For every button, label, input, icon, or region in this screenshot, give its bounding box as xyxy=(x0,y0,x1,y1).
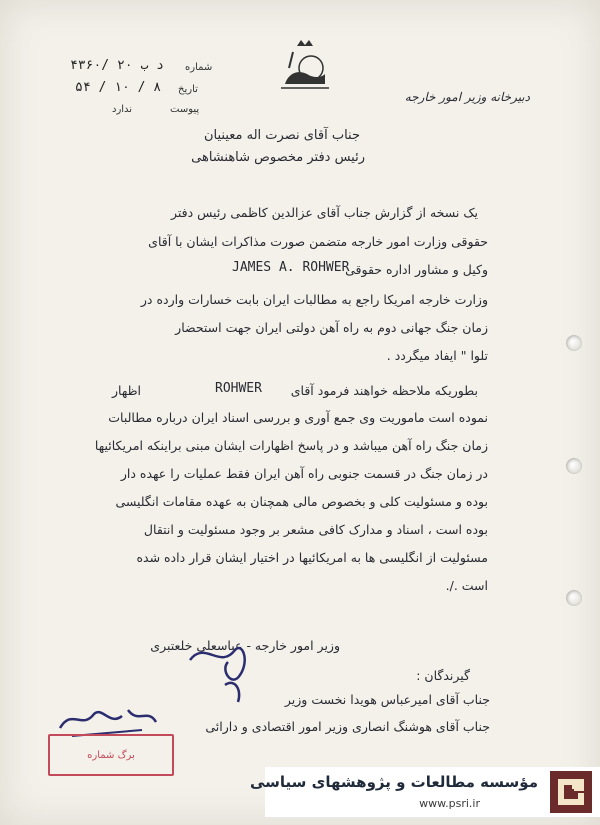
body-line: وکیل و مشاور اداره حقوقی xyxy=(345,262,488,277)
body-line: تلوا " ایفاد میگردد . xyxy=(386,348,488,363)
institution-logo-icon xyxy=(550,771,592,813)
body-line: یک نسخه از گزارش جناب آقای عزالدین کاظمی رئیس دفتر xyxy=(170,205,478,220)
body-line: زمان جنگ جهانی دوم به راه آهن دولتی ایران جهت استحضار xyxy=(175,320,488,335)
office-header: دبیرخانه وزیر امور خارجه xyxy=(404,90,530,104)
addressee-name: جناب آقای نصرت اله معینیان xyxy=(203,128,360,143)
date-value: ۵۴ / ۱۰ / ۸ xyxy=(75,80,162,95)
institution-name: مؤسسه مطالعات و پژوهشهای سیاسی xyxy=(249,773,538,791)
binder-hole xyxy=(566,590,582,606)
handwritten-signature-icon xyxy=(180,630,270,710)
body-line: اظهار xyxy=(112,383,142,398)
name-latin: JAMES A. ROHWER xyxy=(232,260,350,275)
body-line: نموده است ماموریت وی جمع آوری و بررسی اسناد ایران درباره مطالبات xyxy=(108,410,488,425)
registry-stamp xyxy=(48,734,174,776)
body-line: زمان جنگ راه آهن میباشد و در پاسخ اظهارات ایشان مبنی براینکه امریکائیها xyxy=(94,438,488,453)
body-line: است ./. xyxy=(445,578,488,593)
cc-label: گیرندگان : xyxy=(416,668,470,683)
cc-item: جناب آقای هوشنگ انصاری وزیر امور اقتصادی و دارائی xyxy=(205,719,490,734)
body-line: در زمان جنگ در قسمت جنوبی راه آهن ایران فقط عملیات را عهده دار xyxy=(120,466,488,481)
name-short: ROHWER xyxy=(215,381,262,396)
watermark-banner xyxy=(249,767,600,817)
institution-url: www.psri.ir xyxy=(419,797,480,810)
body-line: وزارت خارجه امریکا راجع به مطالبات ایران بابت خسارات وارده در xyxy=(140,292,488,307)
binder-hole xyxy=(566,458,582,474)
signature-text: وزیر امور خارجه - عباسعلی خلعتبری xyxy=(150,638,340,653)
binder-hole xyxy=(566,335,582,351)
attachment-value: ندارد xyxy=(112,104,133,115)
stamp-text: برگ شماره xyxy=(87,749,135,761)
body-line: مسئولیت از انگلیسی ها به امریکائیها در اختیار ایشان قرار داده شده xyxy=(136,550,488,565)
body-line: بوده است ، اسناد و مدارک کافی مشعر بر وجود مسئولیت و انتقال xyxy=(143,522,488,537)
cc-item: جناب آقای امیرعباس هویدا نخست وزیر xyxy=(284,692,490,707)
body-line: بطوریکه ملاحظه خواهند فرمود آقای xyxy=(290,383,478,398)
attachment-label: پیوست xyxy=(170,104,200,115)
date-label: تاریخ xyxy=(178,84,198,95)
addressee-title: رئیس دفتر مخصوص شاهنشاهی xyxy=(191,150,365,165)
lion-and-sun-emblem-icon xyxy=(275,38,335,98)
body-line: حقوقی وزارت امور خارجه متضمن صورت مذاکرات ایشان با آقای xyxy=(148,234,488,249)
number-value: ۴۳۶۰/ ۲۰ د ب xyxy=(70,58,164,73)
body-line: بوده و مسئولیت کلی و بخصوص مالی همچنان به عهده مقامات انگلیسی xyxy=(115,494,488,509)
number-label: شماره xyxy=(185,62,213,73)
